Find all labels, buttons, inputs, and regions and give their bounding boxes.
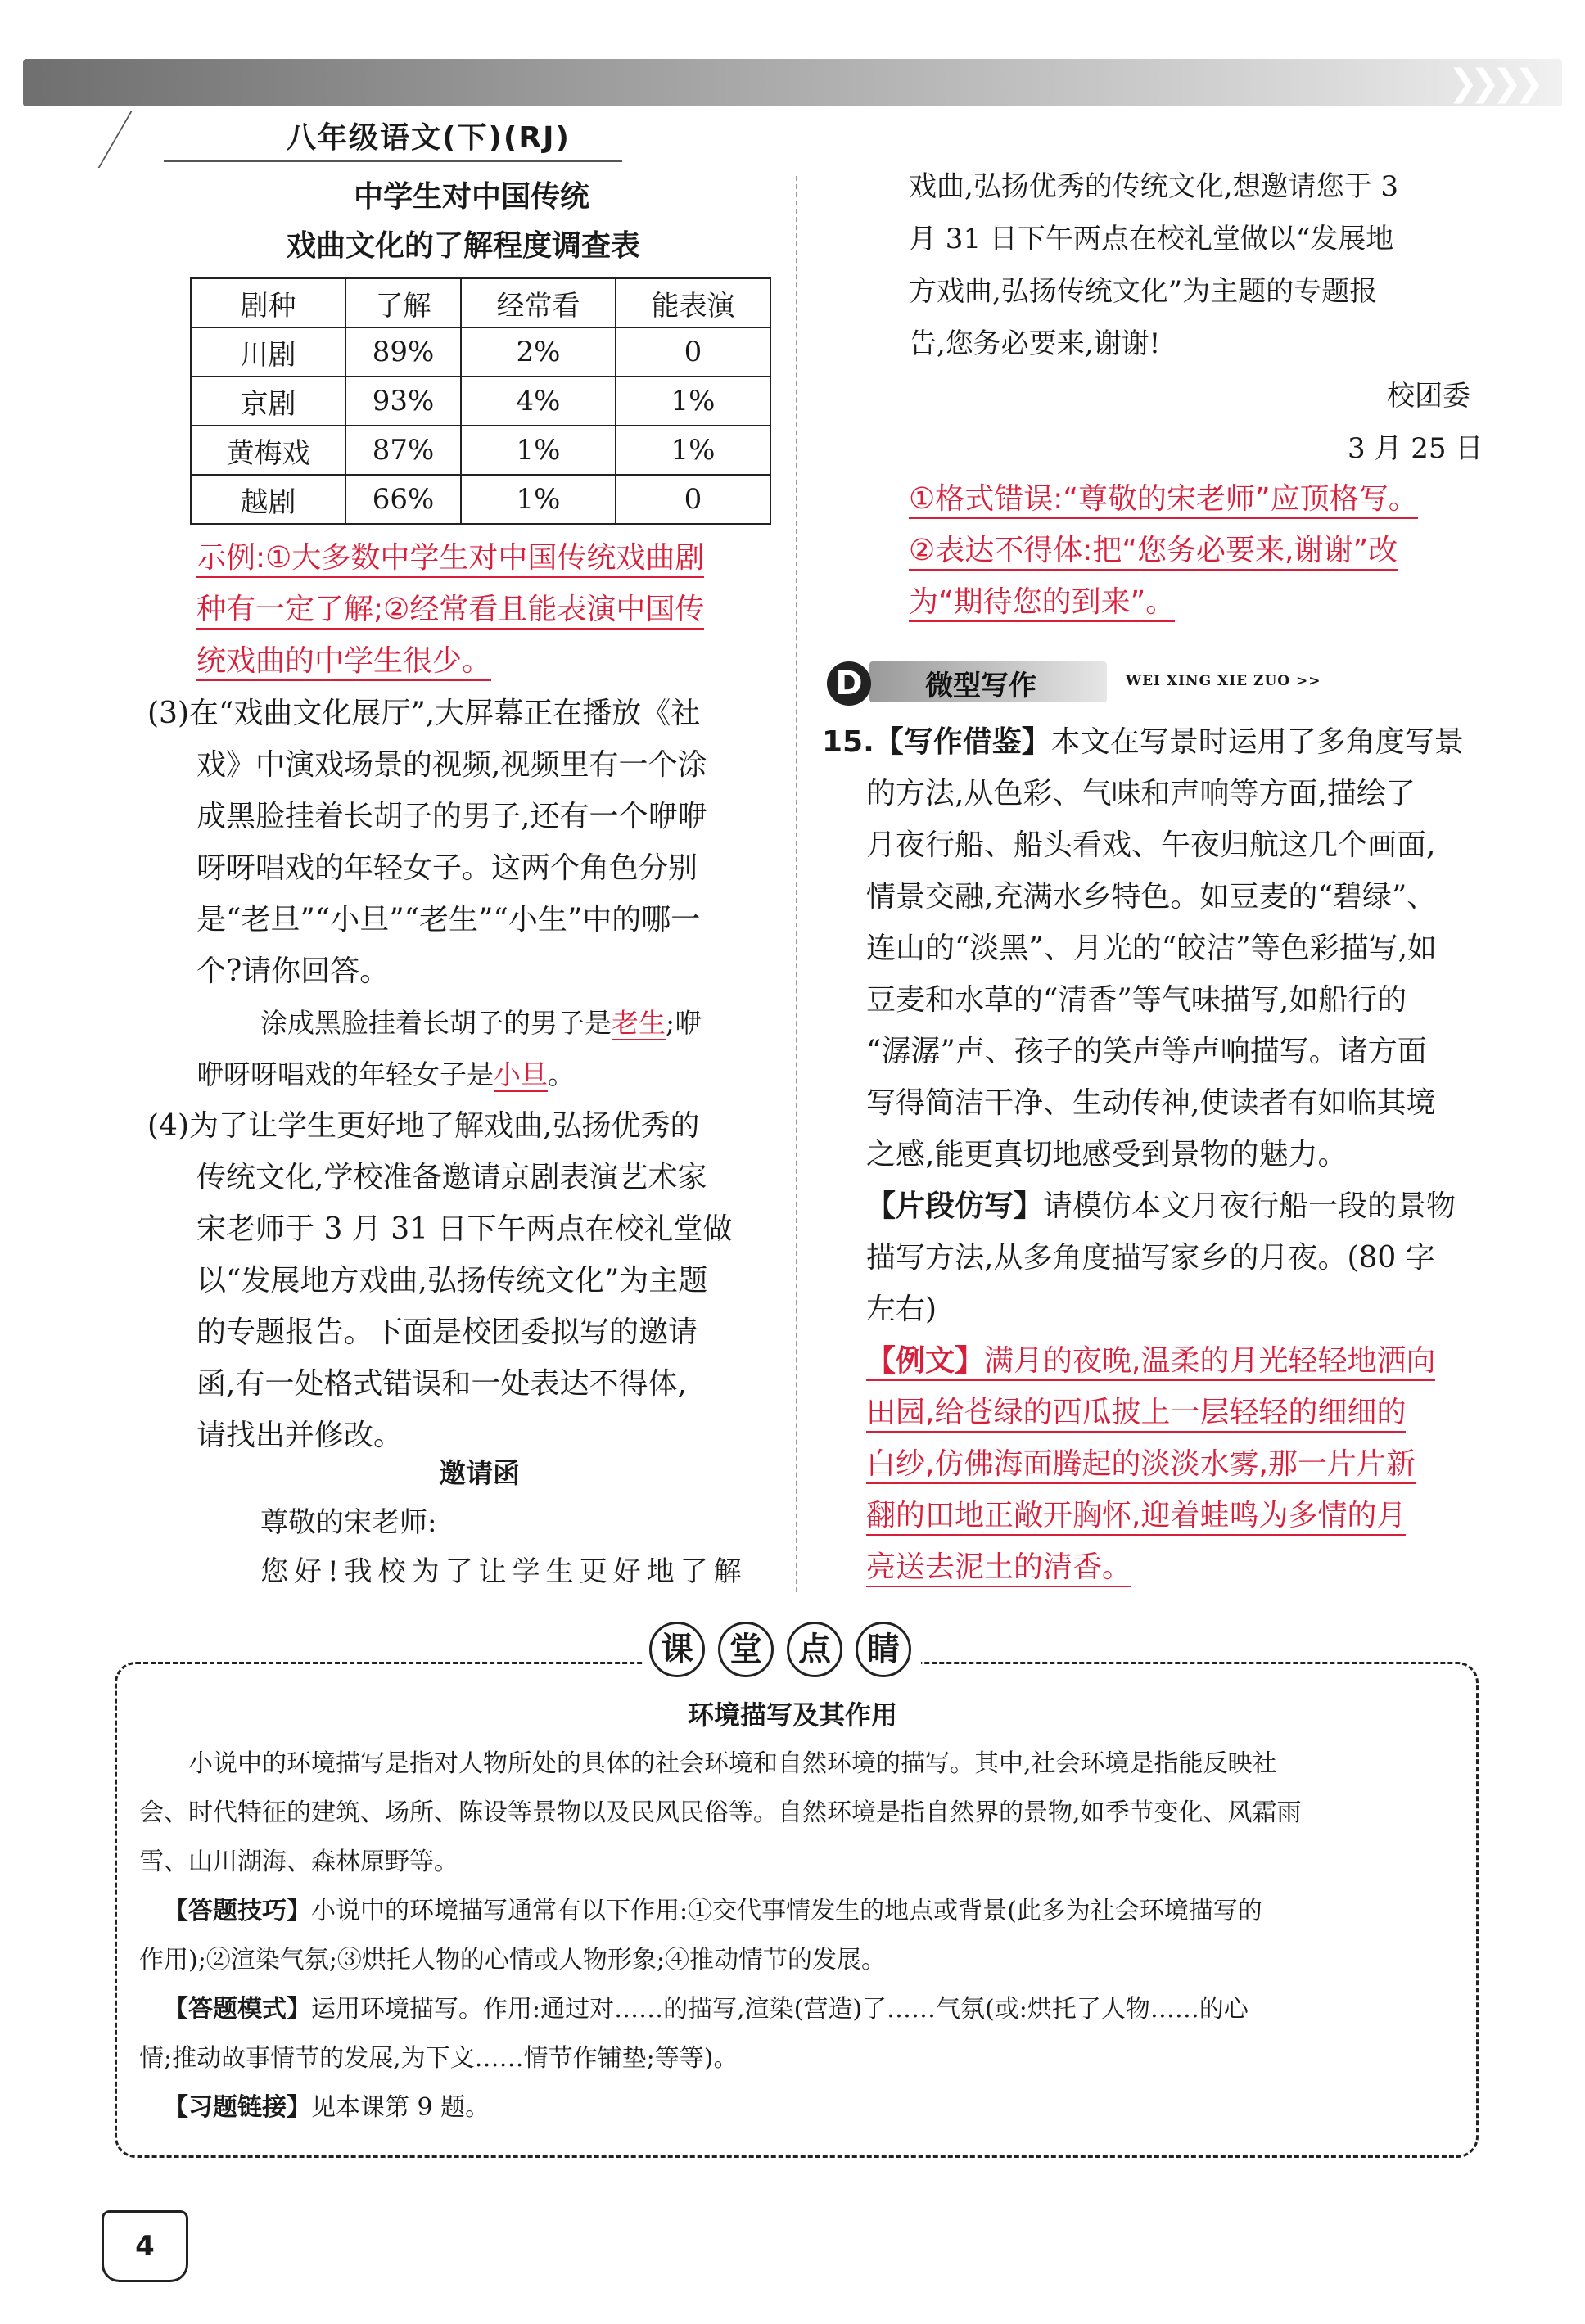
answer-line: ①格式错误:“尊敬的宋老师”应顶格写。 [909,482,1418,519]
letter-signer: 校团委 [1387,380,1470,413]
letter-line: 戏曲,弘扬优秀的传统文化,想邀请您于 3 [909,170,1399,203]
table-cell: 川剧 [191,327,345,377]
table-cell: 1% [461,426,616,475]
question-line: 之感,能更真切地感受到景物的魅力。 [866,1138,1348,1171]
tips-line: 运用环境描写。作用:通过对……的描写,渲染(营造)了……气氛(或:烘托了人物……的心 [311,1995,1249,2024]
tag-writing-reference: 【写作借鉴】 [874,725,1051,759]
question-line: 是“老旦”“小旦”“老生”“小生”中的哪一 [196,903,701,936]
question-line: 情景交融,充满水乡特色。如豆麦的“碧绿”、 [866,880,1437,914]
tips-banner-char: 睛 [856,1622,911,1677]
question-line: 传统文化,学校准备邀请京剧表演艺术家 [196,1161,707,1194]
question-15 [822,716,1464,1593]
survey-table [190,277,771,525]
answer-line: 统戏曲的中学生很少。 [196,644,491,681]
question-line: 函,有一处格式错误和一处表达不得体, [196,1367,687,1401]
question-line: 请找出并修改。 [196,1419,404,1452]
answer-line: ②表达不得体:把“您务必要来,谢谢”改 [909,534,1398,571]
answer-text: 涂成黑脸挂着长胡子的男子是 [260,1007,612,1039]
question-line: 成黑脸挂着长胡子的男子,还有一个咿咿 [196,800,707,833]
table-cell: 0 [616,327,770,377]
tips-line: 情;推动故事情节的发展,为下文……情节作铺垫;等等)。 [139,2044,738,2073]
answer-blank: 老生 [612,1007,666,1039]
answer-line: 亮送去泥土的清香。 [866,1550,1131,1587]
question-4 [147,1100,733,1461]
chevron-right-icon: >> [1296,673,1321,689]
question-line: (4)为了让学生更好地了解戏曲,弘扬优秀的 [147,1109,700,1143]
letter-answer [909,473,1418,628]
table-cell: 越剧 [191,475,345,524]
survey-title-1: 中学生对中国传统 [354,180,590,214]
header-band [23,59,1562,106]
tips-line: 雪、山川湖海、森林原野等。 [139,1848,458,1876]
table-header-row [191,278,770,328]
table-cell: 89% [345,327,461,377]
survey-answer [196,532,704,687]
question-line: 呀呀唱戏的年轻女子。这两个角色分别 [196,851,698,885]
page-title: 八年级语文(下)(RJ) [287,121,571,155]
question-line: 戏》中演戏场景的视频,视频里有一个涂 [196,748,707,782]
question-line: 月夜行船、船头看戏、午夜归航这几个画面, [866,828,1436,862]
question-line: 连山的“淡黑”、月光的“皎洁”等色彩描写,如 [866,932,1438,965]
tips-line: 见本课第 9 题。 [311,2093,490,2122]
letter-salutation: 尊敬的宋老师: [260,1506,437,1539]
answer-text: ;咿 [666,1007,702,1039]
tips-paragraph-1 [139,1740,1465,2132]
tips-line: 小说中的环境描写是指对人物所处的具体的社会环境和自然环境的描写。其中,社会环境是指能反映社 [188,1749,1277,1778]
header-divider [98,111,133,168]
tag-exercise-link: 【习题链接】 [164,2093,311,2122]
question-line: “潺潺”声、孩子的笑声等声响描写。诸方面 [866,1035,1427,1068]
question-line: 本文在写景时运用了多角度写景 [1050,725,1464,759]
table-cell: 1% [616,426,770,475]
tips-banner-char: 点 [787,1622,842,1677]
question-line: 的方法,从色彩、气味和声响等方面,描绘了 [866,777,1416,810]
q3-answer-line-2 [147,1049,707,1100]
answer-line: 示例:①大多数中学生对中国传统戏曲剧 [196,541,704,578]
table-header-cell: 剧种 [191,278,345,328]
table-row [191,377,770,426]
answer-line: 满月的夜晚,温柔的月光轻轻地洒向 [984,1344,1435,1381]
table-row [191,475,770,524]
answer-text: 咿呀呀唱戏的年轻女子是 [196,1058,494,1090]
answer-line: 翻的田地正敞开胸怀,迎着蛙鸣为多情的月 [866,1499,1406,1536]
question-line: 个?请你回答。 [196,954,390,988]
table-cell: 87% [345,426,461,475]
table-row [191,327,770,377]
tips-banner [643,1617,921,1681]
tips-line: 会、时代特征的建筑、场所、陈设等景物以及民风民俗等。自然环境是指自然界的景物,如季节变化、风霜雨 [139,1798,1302,1827]
tag-imitation: 【片段仿写】 [866,1189,1044,1223]
question-number: 15. [822,725,874,759]
question-line: 豆麦和水草的“清香”等气味描写,如船行的 [866,983,1407,1017]
table-header-cell: 了解 [345,278,461,328]
table-header-cell: 能表演 [616,278,770,328]
letter-body [909,160,1398,370]
section-d-pinyin-text: WEI XING XIE ZUO [1126,673,1291,689]
question-line: 宋老师于 3 月 31 日下午两点在校礼堂做 [196,1212,733,1246]
page-number: 4 [102,2210,188,2282]
table-header-cell: 经常看 [461,278,616,328]
table-cell: 0 [616,475,770,524]
tips-line: 作用);②渲染气氛;③烘托人物的心情或人物形象;④推动情节的发展。 [139,1946,887,1974]
answer-line: 种有一定了解;②经常看且能表演中国传 [196,593,704,630]
q15-first-line [822,716,1464,768]
letter-line: 告,您务必要来,谢谢! [909,327,1161,360]
table-cell: 1% [616,377,770,426]
answer-blank: 小旦 [494,1058,548,1090]
tips-line: 小说中的环境描写通常有以下作用:①交代事情发生的地点或背景(此多为社会环境描写的 [311,1897,1262,1925]
table-cell: 2% [461,327,616,377]
table-cell: 4% [461,377,616,426]
question-line: 的专题报告。下面是校团委拟写的邀请 [196,1315,698,1349]
q3-answer-line-1 [147,997,707,1049]
table-cell: 京剧 [191,377,345,426]
tips-subtitle: 环境描写及其作用 [687,1699,897,1731]
letter-body-start: 您好!我校为了让学生更好地了解 [260,1555,747,1588]
header-underline [164,160,622,162]
question-line: 请模仿本文月夜行船一段的景物 [1043,1189,1456,1223]
table-row [191,426,770,475]
tips-banner-char: 堂 [718,1622,774,1677]
chevron-right-icon: ❯❯❯❯ [1447,62,1536,104]
tag-answer-mode: 【答题模式】 [164,1995,311,2024]
question-line: (3)在“戏曲文化展厅”,大屏幕正在播放《社 [147,697,701,730]
answer-line: 田园,给苍绿的西瓜披上一层轻轻的细细的 [866,1396,1406,1433]
tips-skill-line [139,1887,1465,1936]
tag-example: 【例文】 [866,1344,984,1381]
letter-line: 月 31 日下午两点在校礼堂做以“发展地 [909,223,1394,255]
answer-line: 为“期待您的到来”。 [909,585,1175,622]
tag-answer-skill: 【答题技巧】 [164,1897,311,1925]
letter-title: 邀请函 [439,1457,520,1489]
table-cell: 93% [345,377,461,426]
question-line: 描写方法,从多角度描写家乡的月夜。(80 字 [866,1241,1435,1275]
question-line: 写得简洁干净、生动传神,使读者有如临其境 [866,1086,1436,1120]
letter-date: 3 月 25 日 [1348,432,1483,465]
answer-text: 。 [548,1058,575,1090]
table-cell: 1% [461,475,616,524]
section-d-pinyin [1126,673,1321,689]
q15-imitate-line [822,1180,1464,1232]
question-3 [147,688,707,1100]
section-d-badge: D [827,661,871,706]
section-d-title: 微型写作 [925,670,1036,702]
tips-mode-line [139,1985,1465,2034]
letter-line: 方戏曲,弘扬传统文化”为主题的专题报 [909,275,1378,308]
answer-line: 白纱,仿佛海面腾起的淡淡水雾,那一片片新 [866,1447,1416,1484]
table-cell: 66% [345,475,461,524]
tips-link-line [139,2083,1465,2132]
question-line: 以“发展地方戏曲,弘扬传统文化”为主题 [196,1264,708,1297]
tips-banner-char: 课 [649,1622,705,1677]
survey-title-2: 戏曲文化的了解程度调查表 [287,229,641,263]
table-cell: 黄梅戏 [191,426,345,475]
question-line: 左右) [866,1293,937,1326]
column-divider [796,176,797,1592]
example-first-line [822,1335,1464,1387]
